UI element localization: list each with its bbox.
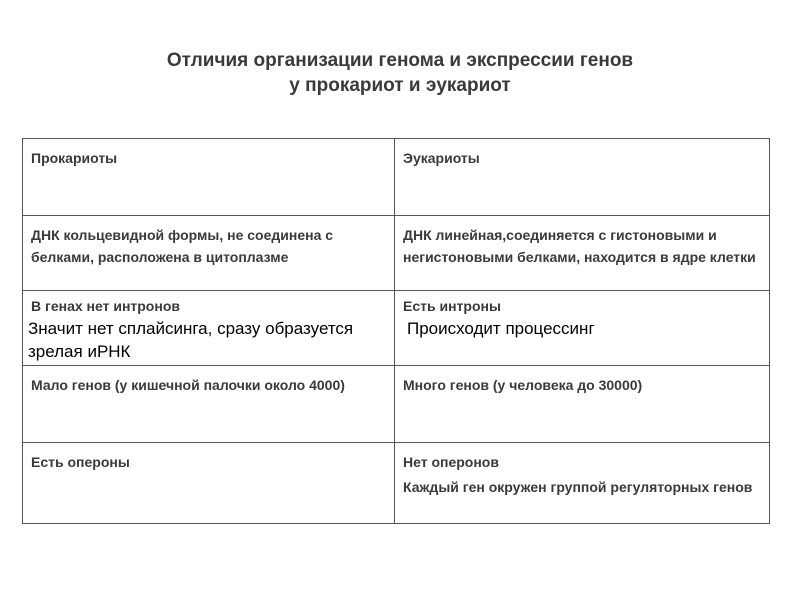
prokaryotes-operons-text: Есть опероны <box>31 454 130 470</box>
table-row <box>23 216 770 291</box>
prokaryotes-introns-text: В генах нет интронов <box>31 298 180 314</box>
eukaryotes-dna-text: ДНК линейная,соединяется с гистоновыми и негистоновыми белками, находится в ядре клетки <box>403 227 756 265</box>
eukaryotes-operons-text: Нет оперонов <box>403 454 499 470</box>
cell-prokaryotes-operons <box>23 443 395 524</box>
header-eukaryotes-label: Эукариоты <box>403 150 480 166</box>
table-row <box>23 366 770 443</box>
cell-eukaryotes-introns <box>395 291 770 366</box>
eukaryotes-regulatory-genes-text: Каждый ген окружен группой регуляторных генов <box>403 479 753 495</box>
cell-prokaryotes-genes <box>23 366 395 443</box>
prokaryotes-dna-text: ДНК кольцевидной формы, не соединена с белками, расположена в цитоплазме <box>31 227 334 265</box>
cell-eukaryotes-operons <box>395 443 770 524</box>
prokaryotes-genes-text: Мало генов (у кишечной палочки около 4000) <box>31 377 345 393</box>
table-row <box>23 291 770 366</box>
cell-eukaryotes-dna <box>395 216 770 291</box>
table-row <box>23 443 770 524</box>
cell-prokaryotes-introns <box>23 291 395 366</box>
cell-prokaryotes-dna <box>23 216 395 291</box>
eukaryotes-genes-text: Много генов (у человека до 30000) <box>403 377 643 393</box>
header-prokaryotes-label: Прокариоты <box>31 150 118 166</box>
table-header-row <box>23 139 770 216</box>
prokaryotes-splicing-note: Значит нет сплайсинга, сразу образуется зрелая иРНК <box>28 319 354 361</box>
eukaryotes-introns-text: Есть интроны <box>403 298 501 314</box>
comparison-table <box>22 138 770 524</box>
title-line-1: Отличия организации генома и экспрессии генов <box>166 50 634 71</box>
header-prokaryotes <box>23 139 395 216</box>
title-line-2: у прокариот и эукариот <box>289 75 511 96</box>
header-eukaryotes <box>395 139 770 216</box>
slide-title <box>0 48 800 98</box>
eukaryotes-processing-note: Происходит процессинг <box>407 319 595 338</box>
cell-eukaryotes-genes <box>395 366 770 443</box>
